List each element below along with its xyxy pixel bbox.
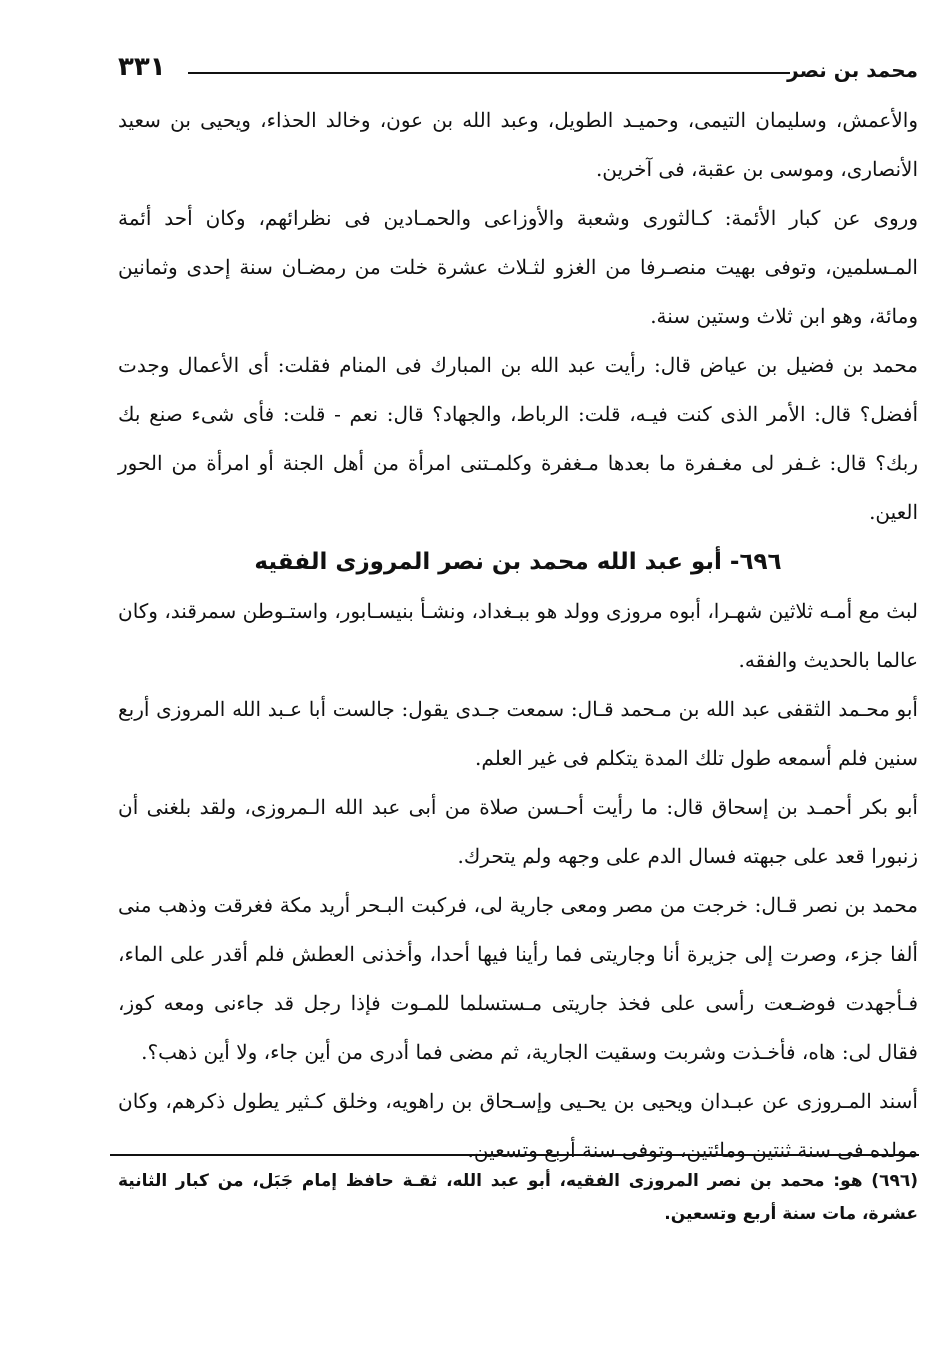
header-rule bbox=[188, 72, 790, 74]
paragraph-6: أبو بكر أحمـد بن إسحاق قال: ما رأيت أحـسن صلاة من أبى عبد الله الـمروزى، ولقد بلغنى أن زنبورا قعد على جبهته فسال الدم على وجهه ولم يتحرك. bbox=[118, 795, 918, 868]
footnote: (٦٩٦) هو: محمد بن نصر المروزى الفقيه، أبو عبد الله، ثقـة حافظ إمام جَبَل، من كبار الثانية عشرة، مات سنة أربع وتسعين. bbox=[118, 1171, 918, 1224]
running-title: محمد بن نصر bbox=[787, 58, 918, 82]
entry-heading: ٦٩٦- أبو عبد الله محمد بن نصر المروزى الفقيه bbox=[254, 549, 782, 575]
running-head bbox=[118, 52, 918, 92]
footnote-rule bbox=[110, 1154, 919, 1156]
page-number: ٣٣١ bbox=[118, 52, 166, 82]
paragraph-4: لبث مع أمـه ثلاثين شهـرا، أبوه مروزى وولد هو ببـغداد، ونشـأ بنيسـابور، واستـوطن سمرقند، وكان عالما بالحديث والفقه. bbox=[118, 599, 918, 672]
body-text bbox=[118, 96, 918, 1175]
paragraph-3: محمد بن فضيل بن عياض قال: رأيت عبد الله بن المبارك فى المنام فقلت: أى الأعمال وجدت أفضل؟ قال: الأمر الذى كنت فيـه، قلت: الرباط، والجهاد؟ قال: نعم - قلت: فأى شىء صنع بك ربك؟ قال: غـفر لى مغـفرة ما بعدها مـغفرة وكلمـتنى امرأة من أهل الجنة أو امرأة من الحور العين. bbox=[118, 353, 918, 524]
paragraph-7: محمد بن نصر قـال: خرجت من مصر ومعى جارية لى، فركبت البـحر أريد مكة فغرقت وذهب منى ألفا جزء، وصرت إلى جزيرة أنا وجاريتى فما رأينا فيها أحدا، وأخذنى العطش فلم أقدر على الماء، فـأجهدت فوضـعت رأسى على فخذ جاريتى مـستسلما للمـوت فإذا رجل قد جاءنى ومعه كوز، فقال لى: هاه، فأخـذت وشربت وسقيت الجارية، ثم مضى فما أدرى من أين جاء، ولا أين ذهب؟. bbox=[118, 893, 918, 1064]
paragraph-8: أسند المـروزى عن عبـدان ويحيى بن يحـيى وإسـحاق بن راهويه، وخلق كـثير يطول ذكرهم، وكان مولده فى سنة ثنتين ومائتين، وتوفى سنة أربع وتسعين. bbox=[118, 1089, 918, 1162]
paragraph-1: والأعمش، وسليمان التيمى، وحميـد الطويل، وعبد الله بن عون، وخالد الحذاء، ويحيى بن سعيد الأنصارى، وموسى بن عقبة، فى آخرين. bbox=[118, 108, 918, 181]
paragraph-2: وروى عن كبار الأئمة: كـالثورى وشعبة والأوزاعى والحمـادين فى نظرائهم، وكان أحد أئمة المـسلمين، وتوفى بهيت منصـرفا من الغزو لثـلاث عشرة خلت من رمضـان سنة إحدى وثمانين ومائة، وهو ابن ثلاث وستين سنة. bbox=[118, 206, 918, 328]
paragraph-5: أبو محـمد الثقفى عبد الله بن مـحمد قـال: سمعت جـدى يقول: جالست أبا عـبد الله المروزى أربع سنين فلم أسمعه طول تلك المدة يتكلم فى غير العلم. bbox=[118, 697, 918, 770]
